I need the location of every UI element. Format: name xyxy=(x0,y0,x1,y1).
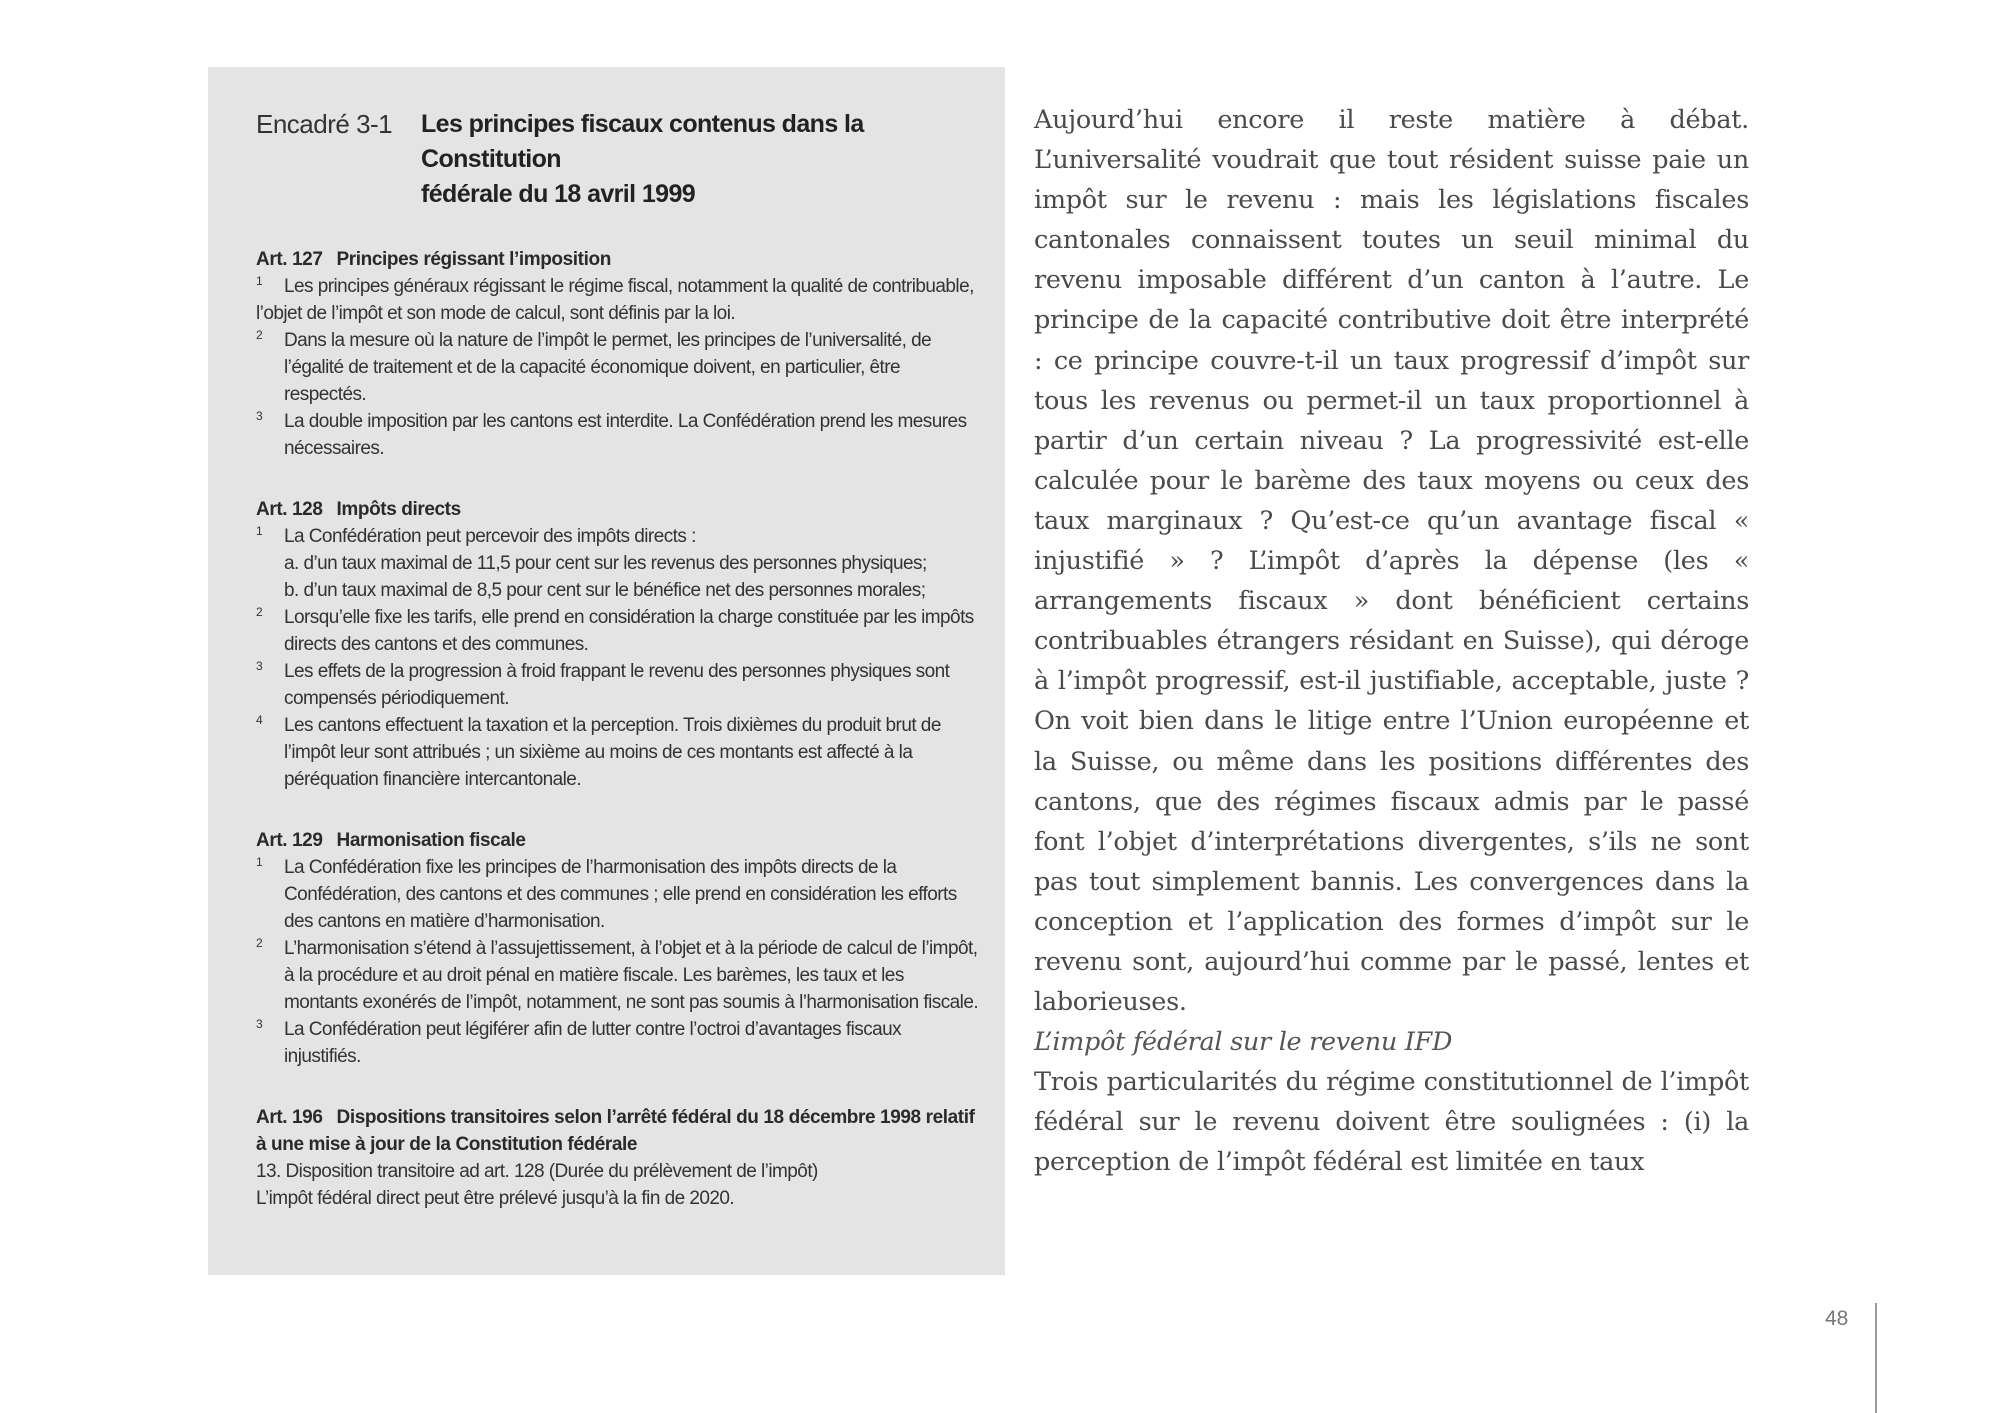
paragraph-text: Les cantons effectuent la taxation et la perception. Trois dixièmes du produit brut de l’impôt leur sont attribués ; un sixième au moins de ces montants est affecté à la péréquation financière intercantonale. xyxy=(284,715,941,790)
body-paragraph: Trois particularités du régime constitutionnel de l’impôt fédéral sur le revenu doivent être soulignées : (i) la perception de l’impôt fédéral est limitée en taux xyxy=(1034,1067,1749,1178)
paragraph-number: 3 xyxy=(256,1017,263,1031)
article-paragraph xyxy=(256,327,979,408)
paragraph-text: La Confédération peut percevoir des impôts directs : xyxy=(284,526,696,547)
paragraph-text: Lorsqu’elle fixe les tarifs, elle prend en considération la charge constituée par les impôts directs des cantons et des communes. xyxy=(284,607,974,655)
box-title xyxy=(421,107,979,212)
paragraph-text: La Confédération fixe les principes de l’harmonisation des impôts directs de la Confédération, des cantons et des communes ; elle prend en considération les efforts des cantons en matière d’harmonisation. xyxy=(284,857,957,932)
paragraph-text: Les effets de la progression à froid frappant le revenu des personnes physiques sont compensés périodiquement. xyxy=(284,661,950,709)
paragraph-number: 1 xyxy=(256,524,263,538)
paragraph-text: La double imposition par les cantons est interdite. La Confédération prend les mesures nécessaires. xyxy=(284,411,967,459)
box-title-line: Les principes fiscaux contenus dans la Constitution xyxy=(421,110,864,173)
paragraph-number: 1 xyxy=(256,855,263,869)
paragraph-text: Les principes généraux régissant le régime fiscal, notamment la qualité de contribuable, l’objet de l’impôt et son mode de calcul, sont définis par la loi. xyxy=(256,276,974,324)
article-title: Harmonisation fiscale xyxy=(336,830,526,851)
article-title: Impôts directs xyxy=(336,499,461,520)
article-128 xyxy=(256,496,979,793)
page-number: 48 xyxy=(1825,1307,1849,1330)
box-header xyxy=(256,107,979,212)
article-heading xyxy=(256,827,979,854)
article-paragraph xyxy=(256,658,979,712)
article-heading xyxy=(256,496,979,523)
article-paragraph xyxy=(256,935,979,1016)
article-paragraph xyxy=(256,273,979,327)
article-number: Art. 196 xyxy=(256,1107,323,1128)
box-title-line: fédérale du 18 avril 1999 xyxy=(421,180,696,208)
margin-rule xyxy=(1875,1303,1877,1413)
paragraph-number: 4 xyxy=(256,713,263,727)
article-line: L’impôt fédéral direct peut être prélevé jusqu’à la fin de 2020. xyxy=(256,1188,735,1209)
paragraph-subitem: a. d’un taux maximal de 11,5 pour cent sur les revenus des personnes physiques; xyxy=(284,553,927,574)
paragraph-number: 2 xyxy=(256,605,263,619)
article-paragraph xyxy=(256,854,979,935)
article-number: Art. 127 xyxy=(256,249,323,270)
article-number: Art. 129 xyxy=(256,830,323,851)
article-line: 13. Disposition transitoire ad art. 128 (Durée du prélèvement de l’impôt) xyxy=(256,1161,818,1182)
box-label: Encadré 3-1 xyxy=(256,109,393,139)
paragraph-number: 3 xyxy=(256,409,263,423)
paragraph-subitem: b. d’un taux maximal de 8,5 pour cent sur le bénéfice net des personnes morales; xyxy=(284,580,926,601)
article-196 xyxy=(256,1104,979,1212)
paragraph-number: 2 xyxy=(256,328,263,342)
paragraph-text: L’harmonisation s’étend à l’assujettissement, à l’objet et à la période de calcul de l’impôt, à la procédure et au droit pénal en matière fiscale. Les barèmes, les taux et les montants exonérés de l’impôt, notamment, ne sont pas soumis à l’harmonisation fiscale. xyxy=(284,938,979,1013)
article-title: Principes régissant l’imposition xyxy=(336,249,611,270)
article-paragraph xyxy=(256,712,979,793)
paragraph-number: 3 xyxy=(256,659,263,673)
section-title: L’impôt fédéral sur le revenu IFD xyxy=(1034,1027,1453,1058)
paragraph-number: 1 xyxy=(256,274,263,288)
article-paragraph xyxy=(256,1016,979,1070)
article-heading xyxy=(256,246,979,273)
body-paragraph: Aujourd’hui encore il reste matière à débat. L’universalité voudrait que tout résident suisse paie un impôt sur le revenu : mais les législations fiscales cantonales connaissent toutes un seuil minimal du revenu imposable différent d’un canton à l’autre. Le principe de la capacité contributive doit être interprété : ce principe couvre-t-il un taux progressif d’impôt sur tous les revenus ou permet-il un taux proportionnel à partir d’un certain niveau ? La progressivité est-elle calculée pour le barème des taux moyens ou ceux des taux marginaux ? Qu’est-ce qu’un avantage fiscal « injustifié » ? L’impôt d’après la dépense (les « arrangements fiscaux » dont bénéficient certains contribuables étrangers résidant en Suisse), qui déroge à l’impôt progressif, est-il justifiable, acceptable, juste ? On voit bien dans le litige entre l’Union européenne et la Suisse, ou même dans les positions différentes des cantons, que des régimes fiscaux admis par le passé font l’objet d’interprétations divergentes, s’ils ne sont pas tout simplement bannis. Les convergences dans la conception et l’application des formes d’impôt sur le revenu sont, aujourd’hui comme par le passé, lentes et laborieuses. xyxy=(1034,105,1749,1018)
info-box-encadre xyxy=(208,67,1005,1275)
article-number: Art. 128 xyxy=(256,499,323,520)
article-paragraph xyxy=(256,408,979,462)
article-heading xyxy=(256,1104,979,1158)
article-title: Dispositions transitoires selon l’arrêté fédéral du 18 décembre 1998 relatif à une mise à jour de la Constitution fédérale xyxy=(256,1107,975,1155)
main-text-column xyxy=(1034,100,1749,1183)
paragraph-number: 2 xyxy=(256,936,263,950)
paragraph-text: La Confédération peut légiférer afin de lutter contre l’octroi d’avantages fiscaux injustifiés. xyxy=(284,1019,902,1067)
article-paragraph xyxy=(256,523,979,604)
article-129 xyxy=(256,827,979,1070)
article-127 xyxy=(256,246,979,462)
article-paragraph xyxy=(256,604,979,658)
paragraph-text: Dans la mesure où la nature de l’impôt le permet, les principes de l’universalité, de l’égalité de traitement et de la capacité économique doivent, en particulier, être respectés. xyxy=(284,330,932,405)
